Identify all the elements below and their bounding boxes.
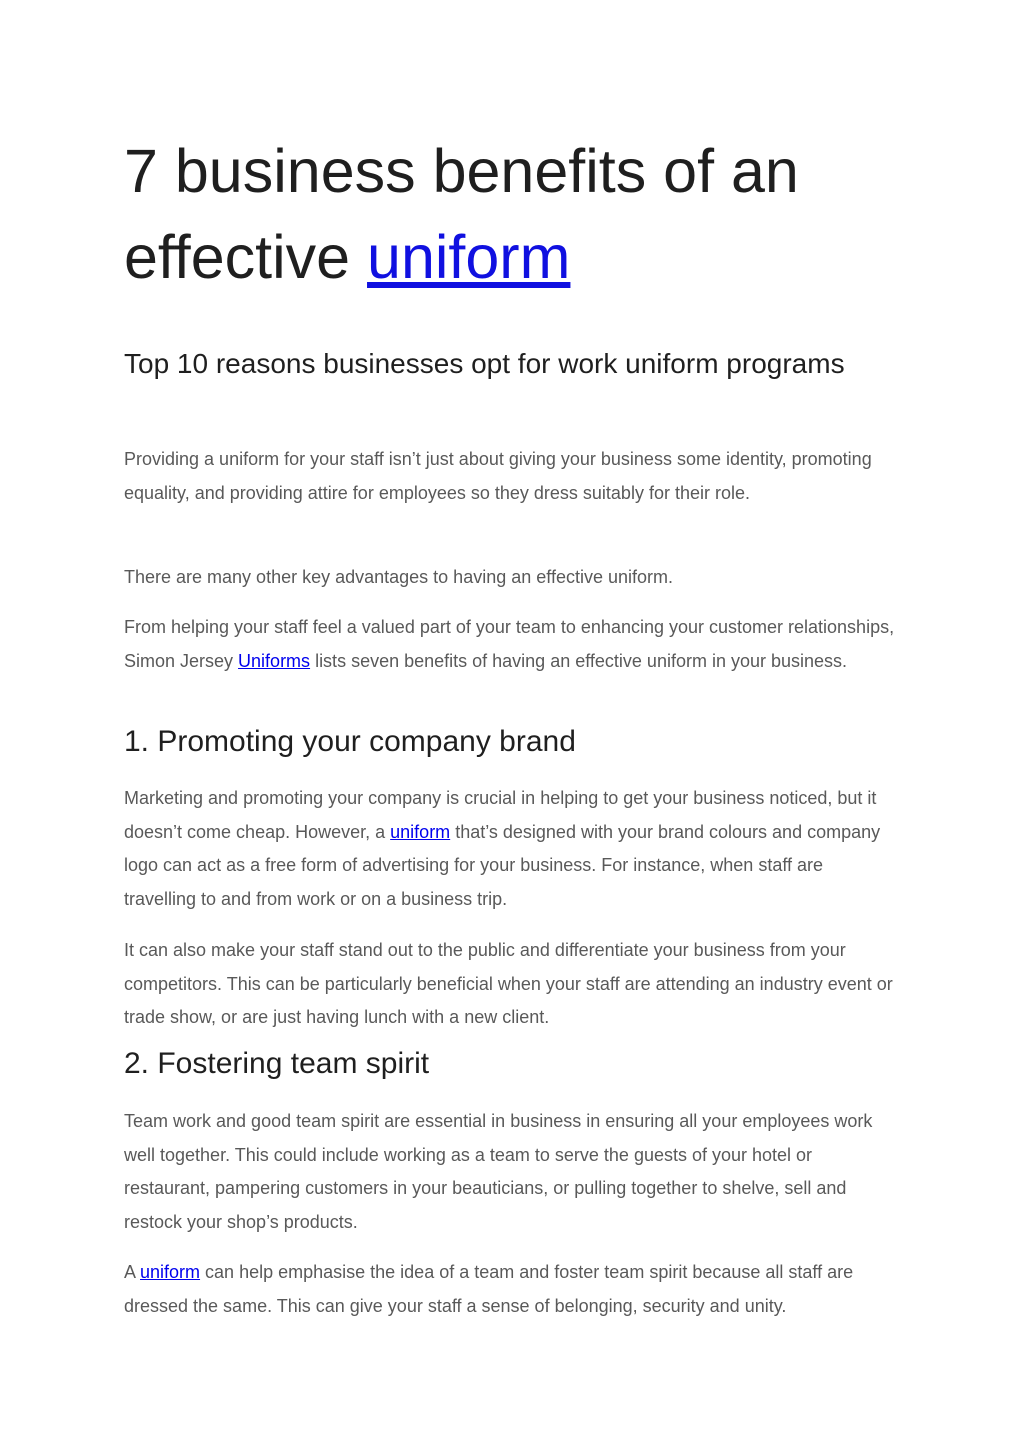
intro-p3-text-before: From helping your staff feel a valued part of your team to enhancing your customer relationships, Simon Jersey bbox=[124, 617, 895, 671]
intro-paragraph-2: There are many other key advantages to having an effective uniform. bbox=[124, 567, 673, 587]
section-1-heading: 1. Promoting your company brand bbox=[124, 725, 576, 758]
intro-paragraph-1: Providing a uniform for your staff isn’t just about giving your business some identity, promoting equality, and providing attire for employees so they dress suitably for their role. bbox=[124, 449, 872, 503]
section-2-paragraph-2 bbox=[124, 1256, 899, 1323]
section-1-p1-text-after: that’s designed with your brand colours and company logo can act as a free form of advertising for your business. For instance, when staff are travelling to and from work or on a business trip. bbox=[124, 821, 881, 909]
uniforms-link[interactable]: Uniforms bbox=[238, 650, 311, 671]
section-1-paragraph-1 bbox=[124, 782, 899, 916]
section-1-uniform-link[interactable]: uniform bbox=[390, 821, 451, 842]
section-2-p2-text-before: A bbox=[124, 1262, 141, 1282]
title-uniform-link[interactable]: uniform bbox=[367, 223, 571, 291]
title-prefix: effective bbox=[124, 223, 368, 291]
section-1-p1-text-before: Marketing and promoting your company is crucial in helping to get your business noticed, but it doesn’t come cheap. However, a bbox=[124, 788, 877, 842]
page-title bbox=[124, 128, 884, 300]
section-2-uniform-link[interactable]: uniform bbox=[140, 1262, 201, 1282]
section-2-paragraph-1: Team work and good team spirit are essential in business in ensuring all your employees work well together. This could include working as a team to serve the guests of your hotel or restaurant, pampering customers in your beauticians, or pulling together to shelve, sell and restock your shop’s products. bbox=[124, 1111, 873, 1232]
section-1-paragraph-2: It can also make your staff stand out to the public and differentiate your business from your competitors. This can be particularly beneficial when your staff are attending an industry event or trade show, or are just having lunch with a new client. bbox=[124, 940, 893, 1028]
section-2-heading: 2. Fostering team spirit bbox=[124, 1047, 430, 1080]
intro-paragraph-3 bbox=[124, 611, 899, 678]
intro-p3-text-after: lists seven benefits of having an effective uniform in your business. bbox=[310, 650, 848, 671]
section-2-p2-text-after: can help emphasise the idea of a team and foster team spirit because all staff are dressed the same. This can give your staff a sense of belonging, security and unity. bbox=[124, 1262, 854, 1316]
subtitle: Top 10 reasons businesses opt for work uniform programs bbox=[124, 348, 845, 379]
title-line-1: 7 business benefits of an bbox=[124, 137, 799, 205]
